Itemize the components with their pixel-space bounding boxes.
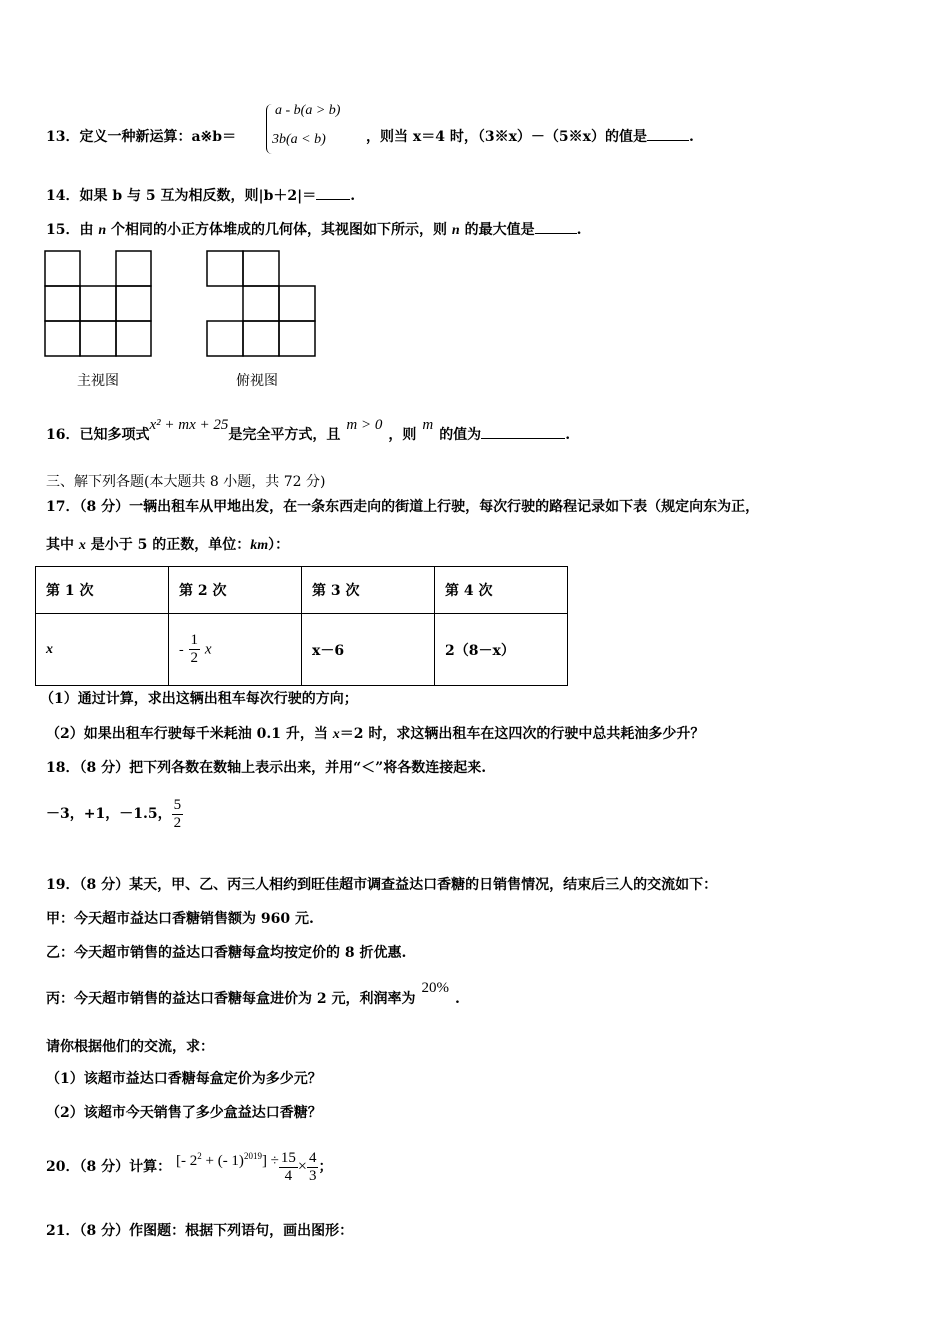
q17-var-x: x bbox=[78, 538, 86, 553]
q16-answer-blank[interactable] bbox=[481, 426, 565, 439]
front-cell bbox=[45, 321, 80, 356]
table-row bbox=[36, 614, 568, 686]
top-cell bbox=[243, 286, 279, 321]
q16-suffix: 的值为 bbox=[439, 427, 482, 443]
q19-jia-statement: 甲：今天超市益达口香糖销售额为 960 元. bbox=[46, 911, 314, 927]
table-cell: 2（8－x） bbox=[435, 614, 568, 686]
table-header-cell: 第 3 次 bbox=[302, 567, 435, 614]
question-16 bbox=[46, 417, 571, 444]
question-13 bbox=[46, 128, 236, 146]
top-view-grid bbox=[206, 250, 318, 360]
q15-text-a: 15．由 bbox=[46, 222, 99, 238]
question-17-line-2 bbox=[46, 536, 289, 555]
q16-end: . bbox=[565, 427, 571, 443]
q16-prefix: 16．已知多项式 bbox=[46, 427, 150, 443]
q13-case-1: a - b(a > b) bbox=[275, 103, 341, 118]
q15-text-c: 的最大值是 bbox=[459, 222, 535, 238]
denominator: 4 bbox=[284, 1167, 293, 1184]
times-sign: × bbox=[297, 1158, 307, 1175]
top-cell bbox=[243, 321, 279, 356]
top-cell bbox=[243, 251, 279, 286]
q13-suffix-line bbox=[366, 128, 694, 146]
section-3-heading: 三、解下列各题(本大题共 8 小题，共 72 分) bbox=[46, 474, 326, 490]
question-14 bbox=[46, 187, 355, 205]
q20-expression bbox=[176, 1153, 279, 1169]
numerator: 1 bbox=[190, 632, 199, 648]
q17-sub2-x: x bbox=[332, 727, 340, 742]
q16-polynomial: x² + mx + 25 bbox=[149, 417, 229, 433]
front-cell bbox=[45, 286, 80, 321]
denominator: 2 bbox=[173, 814, 182, 831]
q17-line2-b: 是小于 5 的正数，单位： bbox=[85, 537, 251, 553]
q18-numbers bbox=[46, 792, 183, 836]
front-view-caption: 主视图 bbox=[77, 373, 119, 389]
q15-var-n-1: n bbox=[98, 223, 107, 238]
numerator: 5 bbox=[173, 796, 182, 813]
front-cell bbox=[80, 321, 116, 356]
q17-line2-a: 其中 bbox=[46, 537, 79, 553]
question-18: 18．（8 分）把下列各数在数轴上表示出来，并用“＜”将各数连接起来. bbox=[46, 760, 487, 776]
q19-yi-statement: 乙：今天超市销售的益达口香糖每盒均按定价的 8 折优惠. bbox=[46, 945, 407, 961]
q15-answer-blank[interactable] bbox=[535, 221, 577, 234]
q18-number-list: －3，+1，－1.5， bbox=[46, 806, 172, 822]
numerator: 4 bbox=[308, 1149, 317, 1166]
expr-part: ] ÷ bbox=[261, 1153, 279, 1169]
q19-bing-statement bbox=[46, 980, 460, 1008]
q19-subquestion-2: （2）该超市今天销售了多少盒益达口香糖？ bbox=[46, 1105, 322, 1121]
question-17-line-1: 17．（8 分）一辆出租车从甲地出发，在一条东西走向的街道上行驶，每次行驶的路程记录如下表（规定向东为正， bbox=[46, 499, 760, 515]
q17-distance-table bbox=[35, 566, 568, 686]
q16-condition: m > 0 bbox=[346, 417, 383, 433]
front-view-grid bbox=[44, 250, 156, 360]
q17-sub2-a: （2）如果出租车行驶每千米耗油 0.1 升，当 bbox=[46, 726, 333, 742]
q15-end: . bbox=[576, 222, 582, 238]
q19-percent: 20% bbox=[421, 980, 449, 996]
question-20 bbox=[46, 1140, 332, 1189]
q13-prefix: 13．定义一种新运算：a※b＝ bbox=[46, 129, 237, 145]
q16-then: ，则 bbox=[388, 427, 417, 443]
exponent: 2 bbox=[197, 1151, 202, 1161]
variable-x: x bbox=[204, 641, 212, 658]
question-21: 21．（8 分）作图题：根据下列语句，画出图形： bbox=[46, 1223, 354, 1239]
q17-line2-c: ）： bbox=[268, 537, 290, 553]
top-cell bbox=[207, 251, 243, 286]
q15-text-b: 个相同的小正方体堆成的几何体，其视图如下所示，则 bbox=[106, 222, 452, 238]
q16-mid: 是完全平方式，且 bbox=[228, 427, 341, 443]
table-header-cell: 第 4 次 bbox=[435, 567, 568, 614]
numerator: 15 bbox=[280, 1149, 296, 1166]
q14-answer-blank[interactable] bbox=[316, 187, 350, 200]
table-cell: x bbox=[36, 614, 169, 686]
q13-suffix: ，则当 x＝4 时，（3※x）－（5※x）的值是 bbox=[366, 129, 648, 145]
q19-ask: 请你根据他们的交流，求： bbox=[46, 1039, 214, 1055]
q16-var-m: m bbox=[422, 417, 434, 433]
fraction bbox=[189, 632, 201, 667]
front-cell bbox=[45, 251, 80, 286]
top-cell bbox=[207, 321, 243, 356]
front-cell bbox=[116, 321, 151, 356]
question-15 bbox=[46, 221, 581, 240]
q17-unit: km bbox=[250, 538, 269, 553]
exponent: 2019 bbox=[243, 1151, 262, 1161]
front-cell bbox=[116, 251, 151, 286]
q20-end: ； bbox=[318, 1159, 333, 1175]
q17-subquestion-2 bbox=[46, 725, 704, 744]
top-cell bbox=[279, 321, 315, 356]
q17-sub2-b: ＝2 时，求这辆出租车在这四次的行驶中总共耗油多少升？ bbox=[339, 726, 705, 742]
q14-text: 14．如果 b 与 5 互为相反数，则|b＋2|＝ bbox=[46, 188, 317, 204]
expr-part: [- 2 bbox=[175, 1153, 198, 1169]
denominator: 2 bbox=[190, 650, 199, 666]
q13-answer-blank[interactable] bbox=[647, 128, 689, 141]
minus-sign: - bbox=[179, 642, 184, 658]
q19-bing-text: 丙：今天超市销售的益达口香糖每盒进价为 2 元，利润率为 bbox=[46, 991, 416, 1007]
table-header-cell: 第 1 次 bbox=[36, 567, 169, 614]
q13-end: . bbox=[689, 129, 694, 145]
front-cell bbox=[80, 286, 116, 321]
top-cell bbox=[279, 286, 315, 321]
top-view-caption: 俯视图 bbox=[236, 373, 278, 389]
question-19: 19．（8 分）某天，甲、乙、丙三人相约到旺佳超市调查益达口香糖的日销售情况，结束后三人的交流如下： bbox=[46, 877, 718, 893]
denominator: 3 bbox=[308, 1167, 317, 1184]
q18-fraction bbox=[172, 797, 184, 832]
q20-prefix: 20．（8 分）计算： bbox=[46, 1159, 172, 1175]
q14-end: . bbox=[350, 188, 356, 204]
table-header-row bbox=[36, 567, 568, 614]
table-cell: x－6 bbox=[302, 614, 435, 686]
q20-fraction-2 bbox=[307, 1150, 319, 1185]
q15-var-n-2: n bbox=[451, 223, 460, 238]
table-header-cell: 第 2 次 bbox=[169, 567, 302, 614]
q13-case-2: 3b(a < b) bbox=[272, 132, 326, 147]
front-cell bbox=[116, 286, 151, 321]
q19-bing-end: . bbox=[455, 991, 460, 1007]
q19-subquestion-1: （1）该超市益达口香糖每盒定价为多少元？ bbox=[46, 1071, 322, 1087]
expr-part: + (- 1) bbox=[201, 1153, 244, 1169]
table-cell-fraction bbox=[169, 614, 302, 686]
q17-subquestion-1: （1）通过计算，求出这辆出租车每次行驶的方向； bbox=[40, 691, 358, 707]
q20-fraction-1 bbox=[279, 1150, 298, 1185]
